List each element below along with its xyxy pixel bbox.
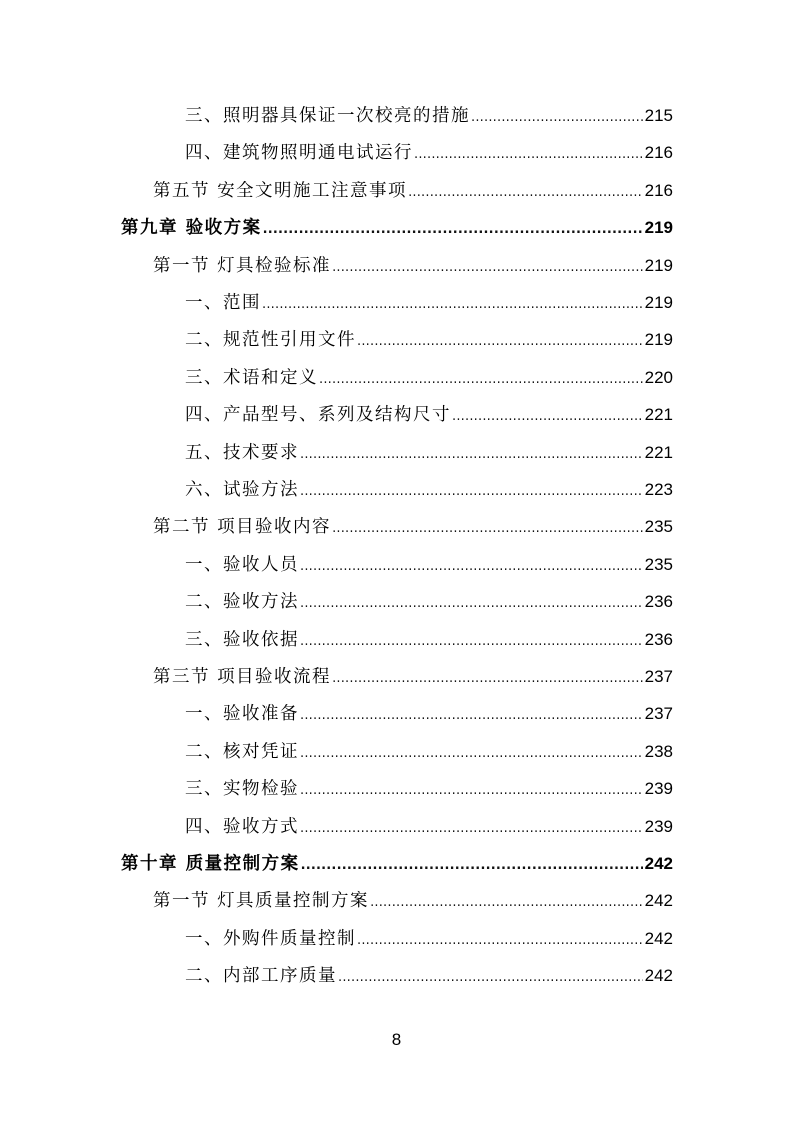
toc-entry-title: 三、照明器具保证一次校亮的措施 [185,106,470,126]
toc-entry-title: 二、核对凭证 [185,741,299,762]
toc-entry-page-number: 219 [644,293,673,312]
toc-entry-title: 二、内部工序质量 [185,966,337,987]
dot-leader [300,776,643,806]
toc-entry-title: 四、验收方式 [185,816,299,837]
toc-entry-page-number: 220 [644,367,673,387]
toc-entry-item[interactable] [185,475,673,505]
toc-entry-page-number: 235 [644,517,673,537]
toc-entry-page-number: 242 [644,891,673,911]
toc-entry-page-number: 219 [644,330,673,350]
dot-leader [262,290,643,320]
dot-leader [301,851,643,881]
toc-entry-item[interactable] [185,438,673,468]
toc-entry-title: 四、建筑物照明通电试运行 [185,143,413,164]
dot-leader [319,365,643,395]
toc-entry-page-number: 238 [644,741,673,761]
toc-entry-title: 一、外购件质量控制 [185,928,356,949]
dot-leader [300,589,643,619]
toc-entry-title: 第九章 验收方案 [121,218,262,239]
toc-entry-title: 第一节 灯具质量控制方案 [153,891,370,912]
toc-entry-title: 六、试验方法 [185,480,299,500]
toc-entry-title: 第五节 安全文明施工注意事项 [153,180,408,201]
toc-entry-title: 二、规范性引用文件 [185,330,356,351]
toc-entry-page-number: 236 [644,592,673,612]
page-number: 8 [391,1030,402,1049]
toc-entry-page-number: 216 [644,143,673,163]
toc-entry-title: 三、术语和定义 [185,367,318,388]
dot-leader [414,140,643,170]
dot-leader [332,664,643,694]
dot-leader [357,926,643,956]
dot-leader [332,253,643,283]
dot-leader [452,402,643,432]
toc-entry-page-number: 219 [644,218,673,238]
toc-entry-item[interactable] [185,550,673,580]
toc-entry-item[interactable] [185,737,673,767]
toc-entry-item[interactable] [185,138,673,168]
toc-entry-title: 三、验收依据 [185,629,299,650]
dot-leader [370,888,643,918]
toc-entry-page-number: 219 [644,255,673,275]
toc-entry-page-number: 221 [644,442,673,462]
toc-entry-title: 第二节 项目验收内容 [153,517,332,538]
toc-entry-item[interactable] [185,325,673,355]
toc-entry-item[interactable] [185,699,673,729]
toc-entry-title: 四、产品型号、系列及结构尺寸 [185,405,451,426]
toc-entry-item[interactable] [185,961,673,991]
toc-entry-section[interactable] [153,662,673,692]
toc-entry-title: 一、范围 [185,293,261,313]
toc-entry-section[interactable] [153,512,673,542]
toc-entry-page-number: 235 [644,554,673,574]
toc-entry-page-number: 242 [644,854,673,873]
toc-entry-item[interactable] [185,625,673,655]
dot-leader [263,215,643,245]
toc-entry-page-number: 242 [644,966,673,986]
dot-leader [300,552,643,582]
toc-entry-item[interactable] [185,924,673,954]
toc-entry-title: 五、技术要求 [185,442,299,463]
toc-entry-item[interactable] [185,288,673,318]
toc-entry-page-number: 221 [644,405,673,425]
dot-leader [300,739,643,769]
toc-entry-section[interactable] [153,886,673,916]
toc-entry-section[interactable] [153,251,673,281]
dot-leader [300,701,643,731]
toc-entry-section[interactable] [153,176,673,206]
toc-entry-item[interactable] [185,400,673,430]
toc-entry-item[interactable] [185,363,673,393]
toc-entry-chapter[interactable] [121,213,673,243]
dot-leader [338,963,643,993]
toc-entry-title: 一、验收人员 [185,554,299,575]
toc-entry-item[interactable] [185,587,673,617]
toc-entry-page-number: 215 [644,106,673,125]
dot-leader [300,440,643,470]
toc-entry-page-number: 242 [644,928,673,948]
toc-entry-title: 一、验收准备 [185,704,299,725]
toc-entry-chapter[interactable] [121,849,673,879]
toc-entry-title: 二、验收方法 [185,592,299,613]
dot-leader [300,814,643,844]
dot-leader [300,477,643,507]
toc-entry-title: 三、实物检验 [185,779,299,800]
toc-entry-page-number: 239 [644,816,673,836]
dot-leader [332,514,643,544]
toc-entry-item[interactable] [185,812,673,842]
toc-entry-item[interactable] [185,101,673,131]
toc-entry-title: 第一节 灯具检验标准 [153,255,332,276]
dot-leader [300,627,643,657]
toc-entry-page-number: 237 [644,667,673,686]
dot-leader [471,103,643,133]
toc-entry-page-number: 223 [644,480,673,499]
toc-entry-page-number: 216 [644,180,673,200]
toc-entry-title: 第十章 质量控制方案 [121,854,300,874]
toc-entry-title: 第三节 项目验收流程 [153,667,332,687]
toc-entry-item[interactable] [185,774,673,804]
toc-entry-page-number: 239 [644,779,673,799]
dot-leader [357,327,643,357]
toc-entry-page-number: 236 [644,629,673,649]
dot-leader [408,178,643,208]
toc-entry-page-number: 237 [644,704,673,724]
